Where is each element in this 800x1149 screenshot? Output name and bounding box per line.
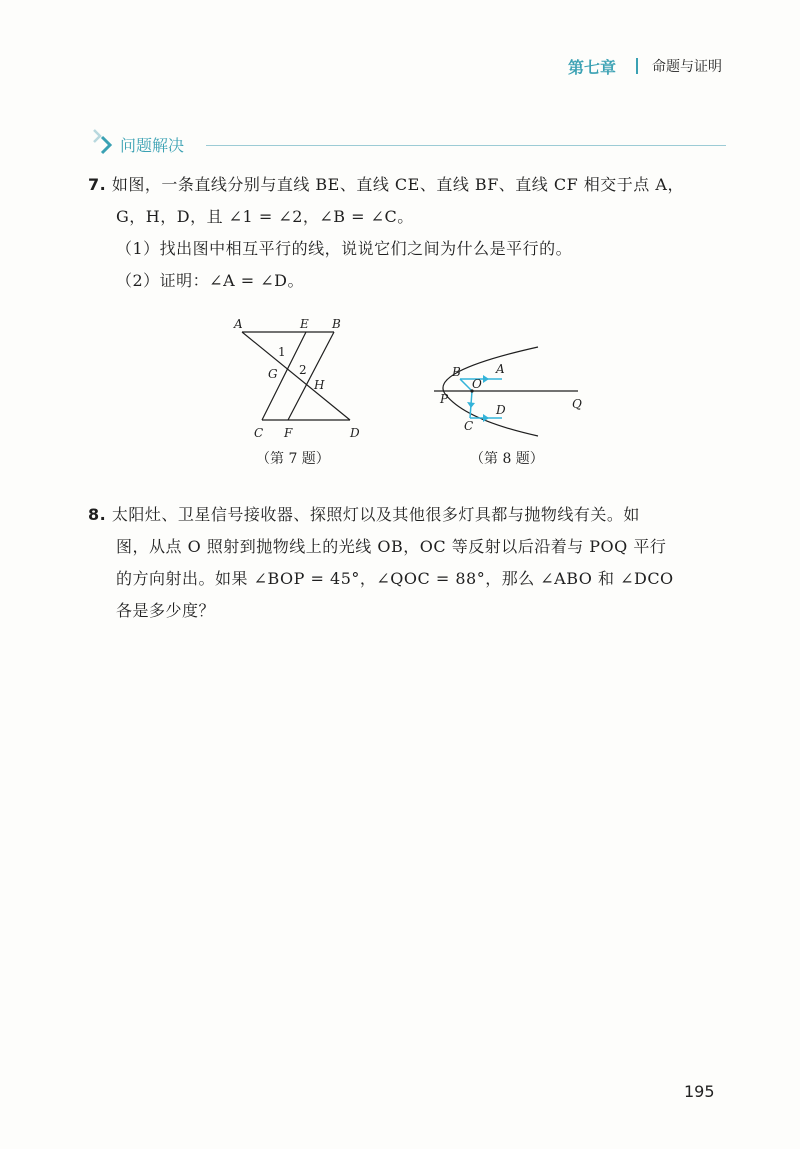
q7-sub-2: （2）证明：∠A = ∠D。 [116,271,304,290]
arrow-OC-icon [467,402,475,408]
section-title: 问题解决 [120,136,185,155]
label-B8: B [452,365,461,379]
label-2: 2 [299,363,307,377]
figure-7 [226,312,366,442]
label-C8: C [464,419,474,433]
q8-text-3: 的方向射出。如果 ∠BOP = 45°，∠QOC = 88°，那么 ∠ABO 和 ∠DCO [116,569,674,588]
label-D: D [350,426,360,440]
label-H: H [314,378,325,392]
label-Q8: Q [572,397,582,411]
q7-number: 7. [88,175,107,194]
section-rule [206,145,726,146]
figure-8 [426,342,596,442]
q7-line-1 [88,172,684,195]
q7-text-2: G，H，D，且 ∠1 = ∠2，∠B = ∠C。 [116,207,414,226]
label-A8: A [496,362,505,376]
label-G: G [268,367,278,381]
q8-text-4: 各是多少度？ [116,601,216,620]
label-F: F [284,426,293,440]
label-D8: D [496,403,506,417]
q8-line-1 [88,502,640,525]
arrow-BA-icon [483,375,489,383]
label-A: A [234,317,243,331]
page-header [0,55,800,81]
chapter-label: 第七章 [568,58,617,77]
label-E: E [300,317,309,331]
figure-7-caption: （第 7 题） [256,451,330,467]
label-P8: P [440,392,449,406]
q8-text-1: 太阳灶、卫星信号接收器、探照灯以及其他很多灯具都与抛物线有关。如 [111,505,640,524]
chapter-title: 命题与证明 [652,59,722,75]
line-AD [242,332,350,420]
chevron-right-icon [88,128,118,158]
label-O8: O [472,377,482,391]
page-number: 195 [684,1082,715,1101]
label-1: 1 [278,345,286,359]
line-BF [288,332,334,420]
ray-OB [460,379,472,391]
label-B: B [332,317,341,331]
q7-text-1: 如图，一条直线分别与直线 BE、直线 CE、直线 BF、直线 CF 相交于点 A， [111,175,684,194]
q8-text-2: 图，从点 O 照射到抛物线上的光线 OB，OC 等反射以后沿着与 POQ 平行 [116,537,667,556]
label-C: C [254,426,264,440]
q7-sub-1: （1）找出图中相互平行的线，说说它们之间为什么是平行的。 [116,239,573,258]
header-divider [636,58,638,74]
figure-8-caption: （第 8 题） [470,451,544,467]
q8-number: 8. [88,505,107,524]
section-heading [88,128,728,158]
